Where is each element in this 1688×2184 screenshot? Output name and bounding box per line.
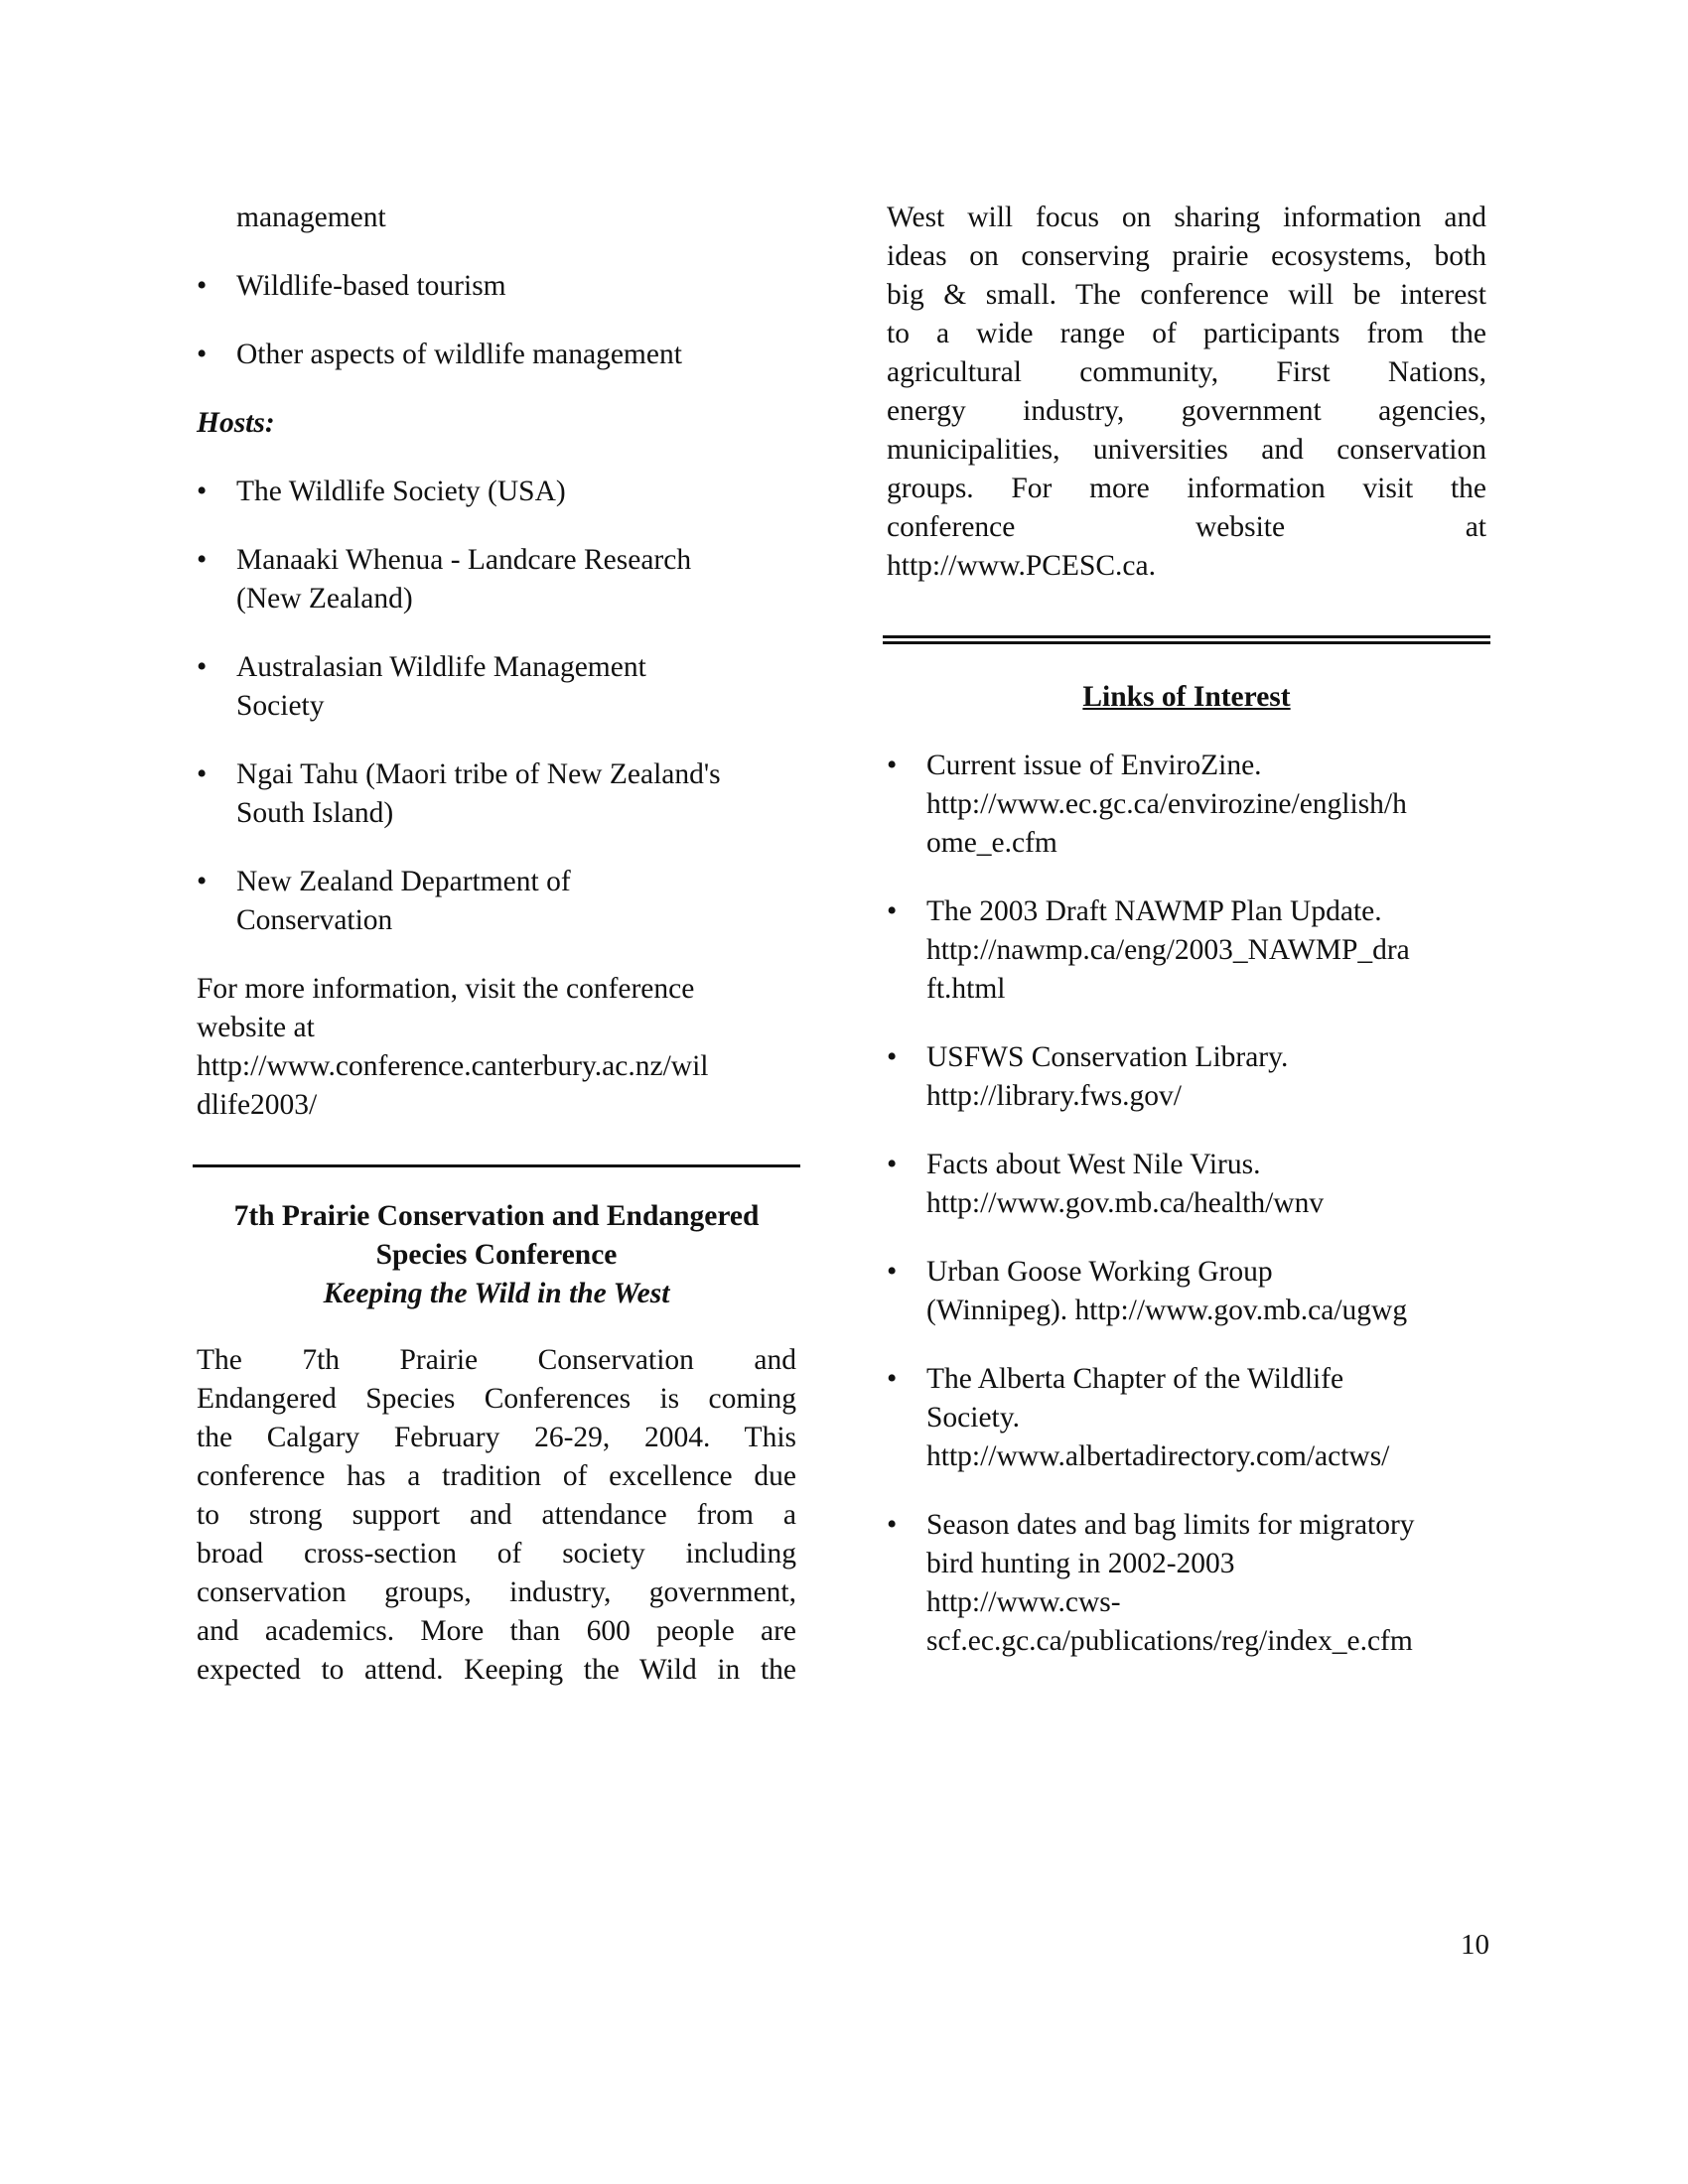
list-item: • Australasian Wildlife Management Society bbox=[197, 648, 796, 726]
links-heading: Links of Interest bbox=[1082, 681, 1291, 713]
link-url[interactable]: http://nawmp.ca/eng/2003_NAWMP_dra bbox=[926, 934, 1410, 966]
list-item: • Urban Goose Working Group (Winnipeg). http://www.gov.mb.ca/ugwg bbox=[887, 1253, 1486, 1330]
list-item: • Season dates and bag limits for migratory bird hunting in 2002-2003 http://www.cws- scf.ec.gc.ca/publications/reg/index_e.cfm bbox=[887, 1506, 1486, 1661]
page-number: 10 bbox=[1461, 1929, 1489, 1961]
list-item: • Facts about West Nile Virus. http://www.gov.mb.ca/health/wnv bbox=[887, 1146, 1486, 1223]
link-url[interactable]: http://www.albertadirectory.com/actws/ bbox=[926, 1440, 1390, 1472]
list-item: • Current issue of EnviroZine. http://www.ec.gc.ca/envirozine/english/h ome_e.cfm bbox=[887, 747, 1486, 863]
bullet-icon: • bbox=[197, 651, 208, 683]
bullet-icon: • bbox=[197, 476, 208, 507]
conference-body: The 7th Prairie Conservation and Endangered Species Conferences is coming the Calgary February 26-29, 2004. This conference has a tradition of excellence due to strong support and attendance from a broad cross-section of society including conservation groups, industry, government, and academics. More than 600 people are expected to attend. Keeping the Wild in the bbox=[197, 1344, 796, 1686]
list-item: • The 2003 Draft NAWMP Plan Update. http://nawmp.ca/eng/2003_NAWMP_dra ft.html bbox=[887, 892, 1486, 1009]
pcesc-link[interactable]: http://www.PCESC.ca. bbox=[887, 550, 1156, 582]
list-item: • Manaaki Whenua - Landcare Research (New Zealand) bbox=[197, 541, 796, 618]
bullet-icon: • bbox=[197, 339, 208, 370]
bullet-icon: • bbox=[887, 1509, 898, 1541]
topics-list bbox=[197, 267, 796, 374]
bullet-icon: • bbox=[887, 1041, 898, 1073]
link-url[interactable]: http://www.cws- bbox=[926, 1586, 1121, 1618]
more-info-paragraph: For more information, visit the conference website at http://www.conference.canterbury.ac.nz/wil dlife2003/ bbox=[197, 970, 796, 1125]
list-continuation: management bbox=[236, 202, 386, 233]
link-url[interactable]: (Winnipeg). http://www.gov.mb.ca/ugwg bbox=[926, 1295, 1408, 1326]
bullet-icon: • bbox=[887, 1149, 898, 1180]
list-item: • Other aspects of wildlife management bbox=[197, 336, 796, 374]
link-url[interactable]: http://www.ec.gc.ca/envirozine/english/h bbox=[926, 788, 1407, 820]
list-item: • The Alberta Chapter of the Wildlife Society. http://www.albertadirectory.com/actws/ bbox=[887, 1360, 1486, 1476]
link-url[interactable]: ft.html bbox=[926, 973, 1006, 1005]
bullet-icon: • bbox=[887, 1363, 898, 1395]
list-item: • Ngai Tahu (Maori tribe of New Zealand's South Island) bbox=[197, 755, 796, 833]
link-url[interactable]: http://www.gov.mb.ca/health/wnv bbox=[926, 1187, 1325, 1219]
list-item: • Wildlife-based tourism bbox=[197, 267, 796, 306]
conference-subtitle: Keeping the Wild in the West bbox=[323, 1278, 670, 1309]
section-divider-double bbox=[883, 635, 1490, 644]
list-item: • New Zealand Department of Conservation bbox=[197, 863, 796, 940]
links-list bbox=[887, 747, 1486, 1661]
list-item: • The Wildlife Society (USA) bbox=[197, 473, 796, 511]
bullet-icon: • bbox=[197, 866, 208, 897]
bullet-icon: • bbox=[197, 270, 208, 302]
hosts-list bbox=[197, 473, 796, 940]
hosts-heading: Hosts: bbox=[197, 407, 275, 439]
conference-title: 7th Prairie Conservation and Endangered Species Conference bbox=[233, 1200, 760, 1271]
link-url[interactable]: http://library.fws.gov/ bbox=[926, 1080, 1183, 1112]
conference-link[interactable]: http://www.conference.canterbury.ac.nz/wil bbox=[197, 1050, 709, 1082]
bullet-icon: • bbox=[887, 895, 898, 927]
bullet-icon: • bbox=[197, 544, 208, 576]
right-column bbox=[887, 199, 1486, 1691]
bullet-icon: • bbox=[887, 750, 898, 781]
conference-body-continued: West will focus on sharing information and ideas on conserving prairie ecosystems, both big & small. The conference will be interest to a wide range of participants from the agricultural community, First Nations, energy industry, government agencies, municipalities, universities and conservation groups. For more information visit the conference website at http://www.PCESC.ca. bbox=[887, 199, 1486, 586]
bullet-icon: • bbox=[197, 758, 208, 790]
list-item: • USFWS Conservation Library. http://library.fws.gov/ bbox=[887, 1038, 1486, 1116]
left-column bbox=[197, 199, 796, 1690]
bullet-icon: • bbox=[887, 1256, 898, 1288]
link-url[interactable]: scf.ec.gc.ca/publications/reg/index_e.cfm bbox=[926, 1625, 1413, 1657]
section-divider bbox=[193, 1164, 800, 1167]
conference-link-cont[interactable]: dlife2003/ bbox=[197, 1089, 318, 1121]
link-url[interactable]: ome_e.cfm bbox=[926, 827, 1057, 859]
